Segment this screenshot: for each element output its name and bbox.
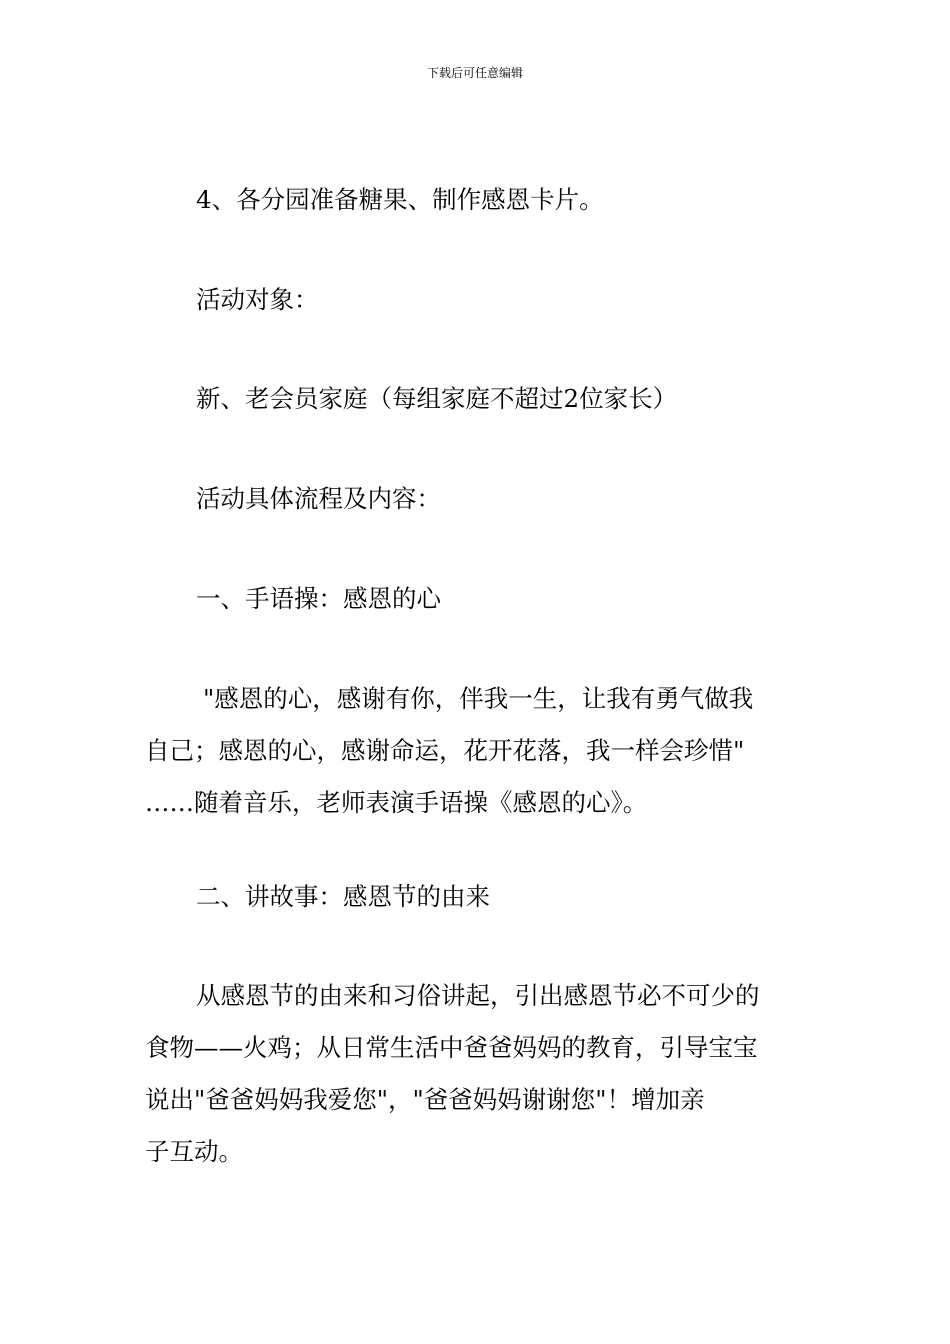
page-header: 下载后可任意编辑 [426,66,523,80]
paragraph-target-families: 新、老会员家庭（每组家庭不超过2位家长） [196,384,678,413]
paragraph-line: ……随着音乐，老师表演手语操《感恩的心》。 [145,788,648,817]
paragraph-line: "感恩的心，感谢有你，伴我一生，让我有勇气做我 [203,684,754,713]
paragraph-story [145,970,810,1178]
paragraph-process-heading: 活动具体流程及内容： [196,484,441,513]
paragraph-sign-language [145,673,810,829]
paragraph-target-heading: 活动对象： [196,285,319,314]
paragraph-line: 从感恩节的由来和习俗讲起，引出感恩节必不可少的 [196,981,760,1010]
paragraph-line: 食物——火鸡；从日常生活中爸爸妈妈的教育，引导宝宝 [145,1033,758,1062]
paragraph-line: 说出"爸爸妈妈我爱您"，"爸爸妈妈谢谢您"！增加亲 [145,1085,705,1114]
paragraph-line: 子互动。 [145,1137,243,1166]
section-heading-sign-language: 一、手语操：感恩的心 [196,584,441,613]
paragraph-line: 自己；感恩的心，感谢命运，花开花落，我一样会珍惜" [145,736,745,765]
paragraph-materials: 4、各分园准备糖果、制作感恩卡片。 [196,185,604,214]
section-heading-story: 二、讲故事：感恩节的由来 [196,882,490,911]
